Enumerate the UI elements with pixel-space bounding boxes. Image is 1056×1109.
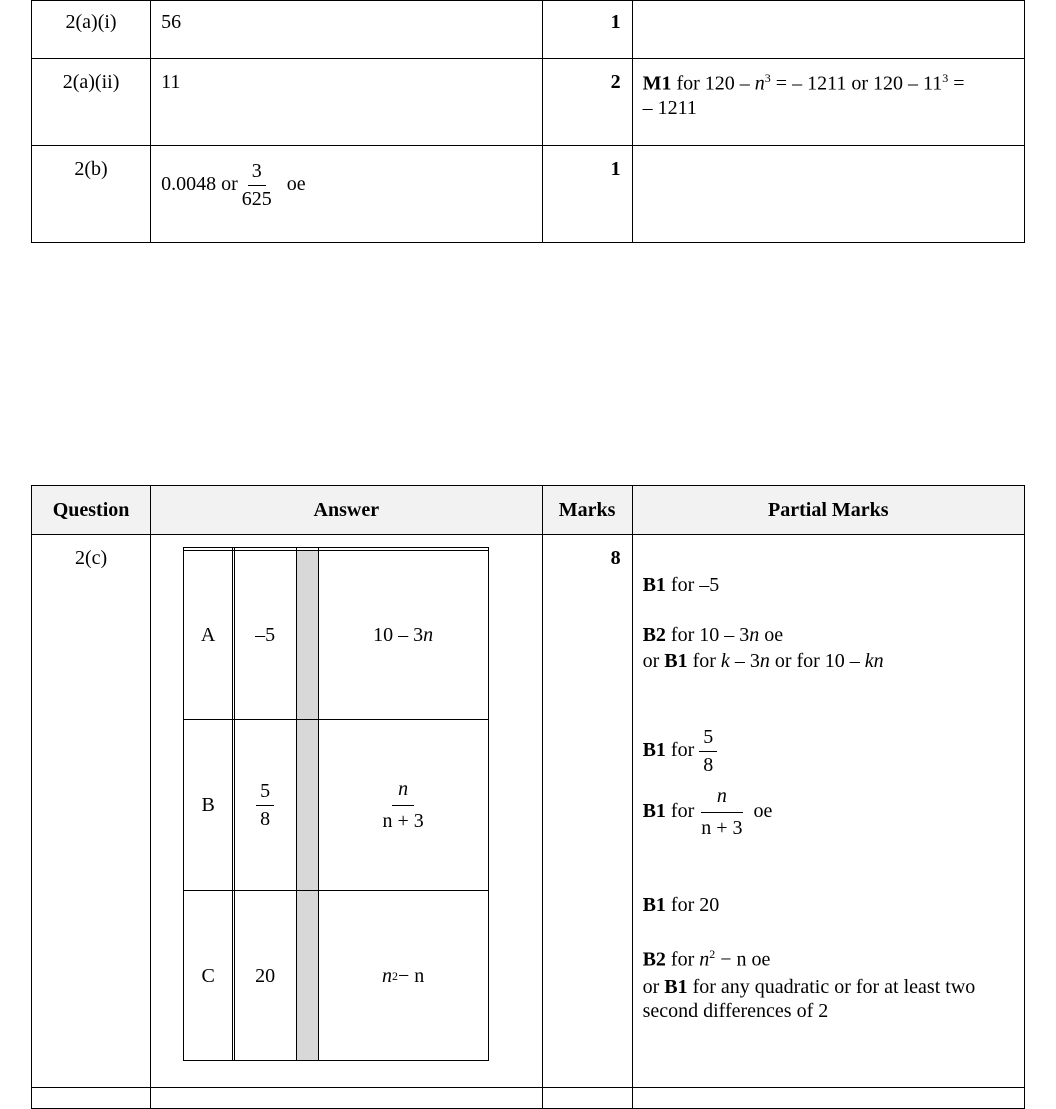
row-value: 20 <box>255 964 276 987</box>
exponent: 3 <box>942 71 949 85</box>
partial-text: or <box>642 650 665 672</box>
question-cell: 2(b) <box>32 146 151 243</box>
numerator: 3 <box>248 160 266 186</box>
numerator: n <box>701 785 743 813</box>
variable-n: n <box>381 964 392 987</box>
table-row <box>32 146 1025 243</box>
fraction <box>380 778 425 833</box>
grid-divider <box>232 548 233 1060</box>
marks-cell: 1 <box>542 1 632 59</box>
marks-cell: 8 <box>542 535 632 1088</box>
partial-marks-cell <box>632 535 1024 1088</box>
row-expression <box>318 891 488 1061</box>
partial-mark-line <box>643 726 718 777</box>
numerator: 5 <box>256 780 274 806</box>
header-row <box>32 486 1025 535</box>
variable-n: n <box>699 948 710 971</box>
numerator: 5 <box>699 726 717 752</box>
table-row <box>32 535 1025 1088</box>
mark-code: M1 <box>642 72 672 95</box>
mark-code: B1 <box>642 574 666 596</box>
partial-mark-line <box>643 649 884 673</box>
header-answer: Answer <box>151 486 542 535</box>
partial-text: for 10 – 3 <box>665 624 750 646</box>
answer-suffix: oe <box>286 173 306 196</box>
table-row-next <box>32 1088 1025 1109</box>
header-question: Question <box>32 486 151 535</box>
exponent: 2 <box>391 968 398 983</box>
answer-cell: 56 <box>151 1 542 59</box>
partial-text: for any quadratic or for at least two <box>687 976 976 998</box>
partial-text: for <box>665 800 695 823</box>
grid-divider <box>296 548 297 1060</box>
partial-text: = – 1211 or 120 – 11 <box>770 72 943 95</box>
mark-code: B2 <box>642 624 666 646</box>
row-expression <box>318 720 488 890</box>
partial-text: for 20 <box>665 894 720 916</box>
partial-mark-line <box>643 947 771 972</box>
variable-n: n <box>759 650 770 672</box>
variable-n: n <box>423 623 434 646</box>
denominator: n + 3 <box>701 817 743 839</box>
partial-mark-line <box>643 623 784 647</box>
exponent: 3 <box>764 71 771 85</box>
mark-code: B1 <box>642 800 666 823</box>
table-row <box>32 1 1025 59</box>
marks-cell: 1 <box>542 146 632 243</box>
denominator: 8 <box>260 807 271 830</box>
expression-text: 10 – 3 <box>373 623 424 646</box>
mark-scheme-table-top <box>31 0 1025 243</box>
denominator: 625 <box>241 188 272 210</box>
question-cell: 2(c) <box>32 535 151 1088</box>
variable-kn: kn <box>864 650 884 672</box>
table-row <box>32 59 1025 146</box>
fraction <box>256 780 274 831</box>
mark-code: B1 <box>642 894 666 916</box>
question-cell: 2(a)(i) <box>32 1 151 59</box>
partial-text: or for 10 – <box>769 650 865 672</box>
partial-text: second differences of 2 <box>642 1000 829 1022</box>
row-label: A <box>200 623 216 646</box>
partial-text: – 1211 <box>642 96 697 119</box>
row-label: C <box>201 964 215 987</box>
header-marks: Marks <box>542 486 632 535</box>
mark-code: B1 <box>642 739 666 762</box>
mark-code: B1 <box>664 650 688 672</box>
partial-text: or <box>642 976 665 998</box>
partial-text: for <box>687 650 721 672</box>
answer-cell <box>151 535 542 1088</box>
partial-text: for <box>665 948 700 971</box>
mark-scheme-table-bottom <box>31 485 1025 1109</box>
partial-marks-cell <box>632 59 1024 146</box>
question-cell: 2(a)(ii) <box>32 59 151 146</box>
partial-mark-line <box>643 975 1015 1023</box>
answer-text: 0.0048 or <box>161 173 238 196</box>
shaded-column <box>296 551 318 1060</box>
row-value <box>234 720 296 890</box>
fraction <box>699 726 717 777</box>
row-expression <box>318 551 488 719</box>
partial-text: for <box>665 739 695 762</box>
answer-grid <box>183 547 489 1061</box>
partial-text: – 3 <box>729 650 760 672</box>
variable-n: n <box>754 72 765 95</box>
exponent: 2 <box>709 947 716 961</box>
marks-cell: 2 <box>542 59 632 146</box>
partial-text: − n oe <box>715 948 771 971</box>
row-label: B <box>201 793 215 816</box>
variable-n: n <box>749 624 760 646</box>
partial-mark-line <box>643 573 720 597</box>
answer-cell <box>151 146 542 243</box>
expression-text: − n <box>397 964 425 987</box>
partial-text: for –5 <box>665 574 720 596</box>
answer-cell: 11 <box>151 59 542 146</box>
mark-code: B1 <box>664 976 688 998</box>
mark-code: B2 <box>642 948 666 971</box>
partial-marks-cell <box>632 1 1024 59</box>
numerator: n <box>392 778 414 806</box>
partial-text: oe <box>753 800 773 823</box>
header-partial-marks: Partial Marks <box>632 486 1024 535</box>
variable-k: k <box>720 650 730 672</box>
partial-mark-line <box>643 893 720 917</box>
row-value: –5 <box>255 623 276 646</box>
denominator: 8 <box>703 754 714 776</box>
partial-mark-line <box>643 785 773 840</box>
partial-text: = <box>948 72 965 95</box>
partial-text: for 120 – <box>671 72 755 95</box>
partial-marks-cell <box>632 146 1024 243</box>
denominator: n + 3 <box>382 809 424 832</box>
fraction <box>238 160 276 211</box>
partial-text: oe <box>759 624 784 646</box>
fraction <box>699 785 744 840</box>
